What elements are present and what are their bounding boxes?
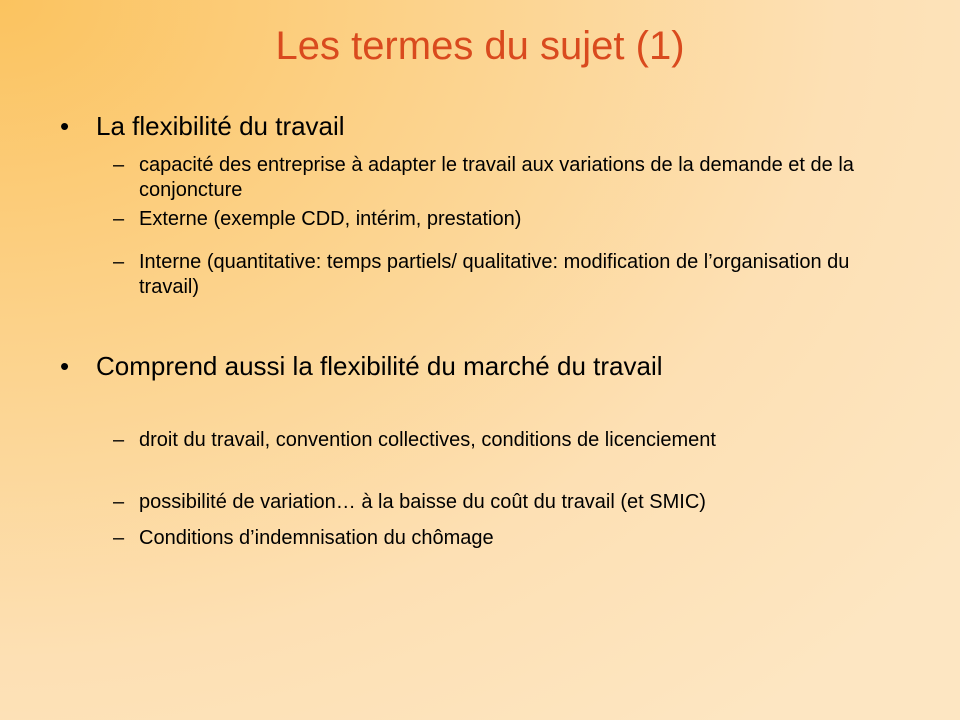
sub-bullet-text: droit du travail, convention collectives, conditions de licenciement bbox=[139, 429, 716, 451]
sub-bullet-text: possibilité de variation… à la baisse du coût du travail (et SMIC) bbox=[139, 491, 706, 513]
sub-bullet-item bbox=[113, 428, 903, 453]
sub-bullet-item bbox=[113, 526, 903, 551]
bullet-text: Comprend aussi la flexibilité du marché du travail bbox=[96, 351, 663, 381]
sub-bullet-text: Externe (exemple CDD, intérim, prestation) bbox=[139, 208, 522, 230]
bullet-marker: • bbox=[60, 351, 70, 381]
sub-bullet-text: Conditions d’indemnisation du chômage bbox=[139, 527, 494, 549]
dash-marker: – bbox=[113, 208, 125, 230]
sub-bullet-text: Interne (quantitative: temps partiels/ qualitative: modification de l’organisation du travail) bbox=[139, 251, 850, 298]
sub-bullet-text: capacité des entreprise à adapter le travail aux variations de la demande et de la conjoncture bbox=[139, 154, 854, 201]
bullet-text: La flexibilité du travail bbox=[96, 111, 345, 141]
sub-bullet-item bbox=[113, 490, 903, 515]
bullet-item bbox=[60, 350, 920, 382]
dash-marker: – bbox=[113, 429, 125, 451]
bullet-marker: • bbox=[60, 111, 70, 141]
dash-marker: – bbox=[113, 154, 125, 176]
bullet-item bbox=[60, 110, 920, 142]
dash-marker: – bbox=[113, 251, 125, 273]
sub-bullet-item bbox=[113, 250, 903, 300]
dash-marker: – bbox=[113, 527, 125, 549]
sub-bullet-item bbox=[113, 153, 903, 203]
slide-title: Les termes du sujet (1) bbox=[275, 24, 685, 68]
dash-marker: – bbox=[113, 491, 125, 513]
sub-bullet-item bbox=[113, 207, 903, 232]
